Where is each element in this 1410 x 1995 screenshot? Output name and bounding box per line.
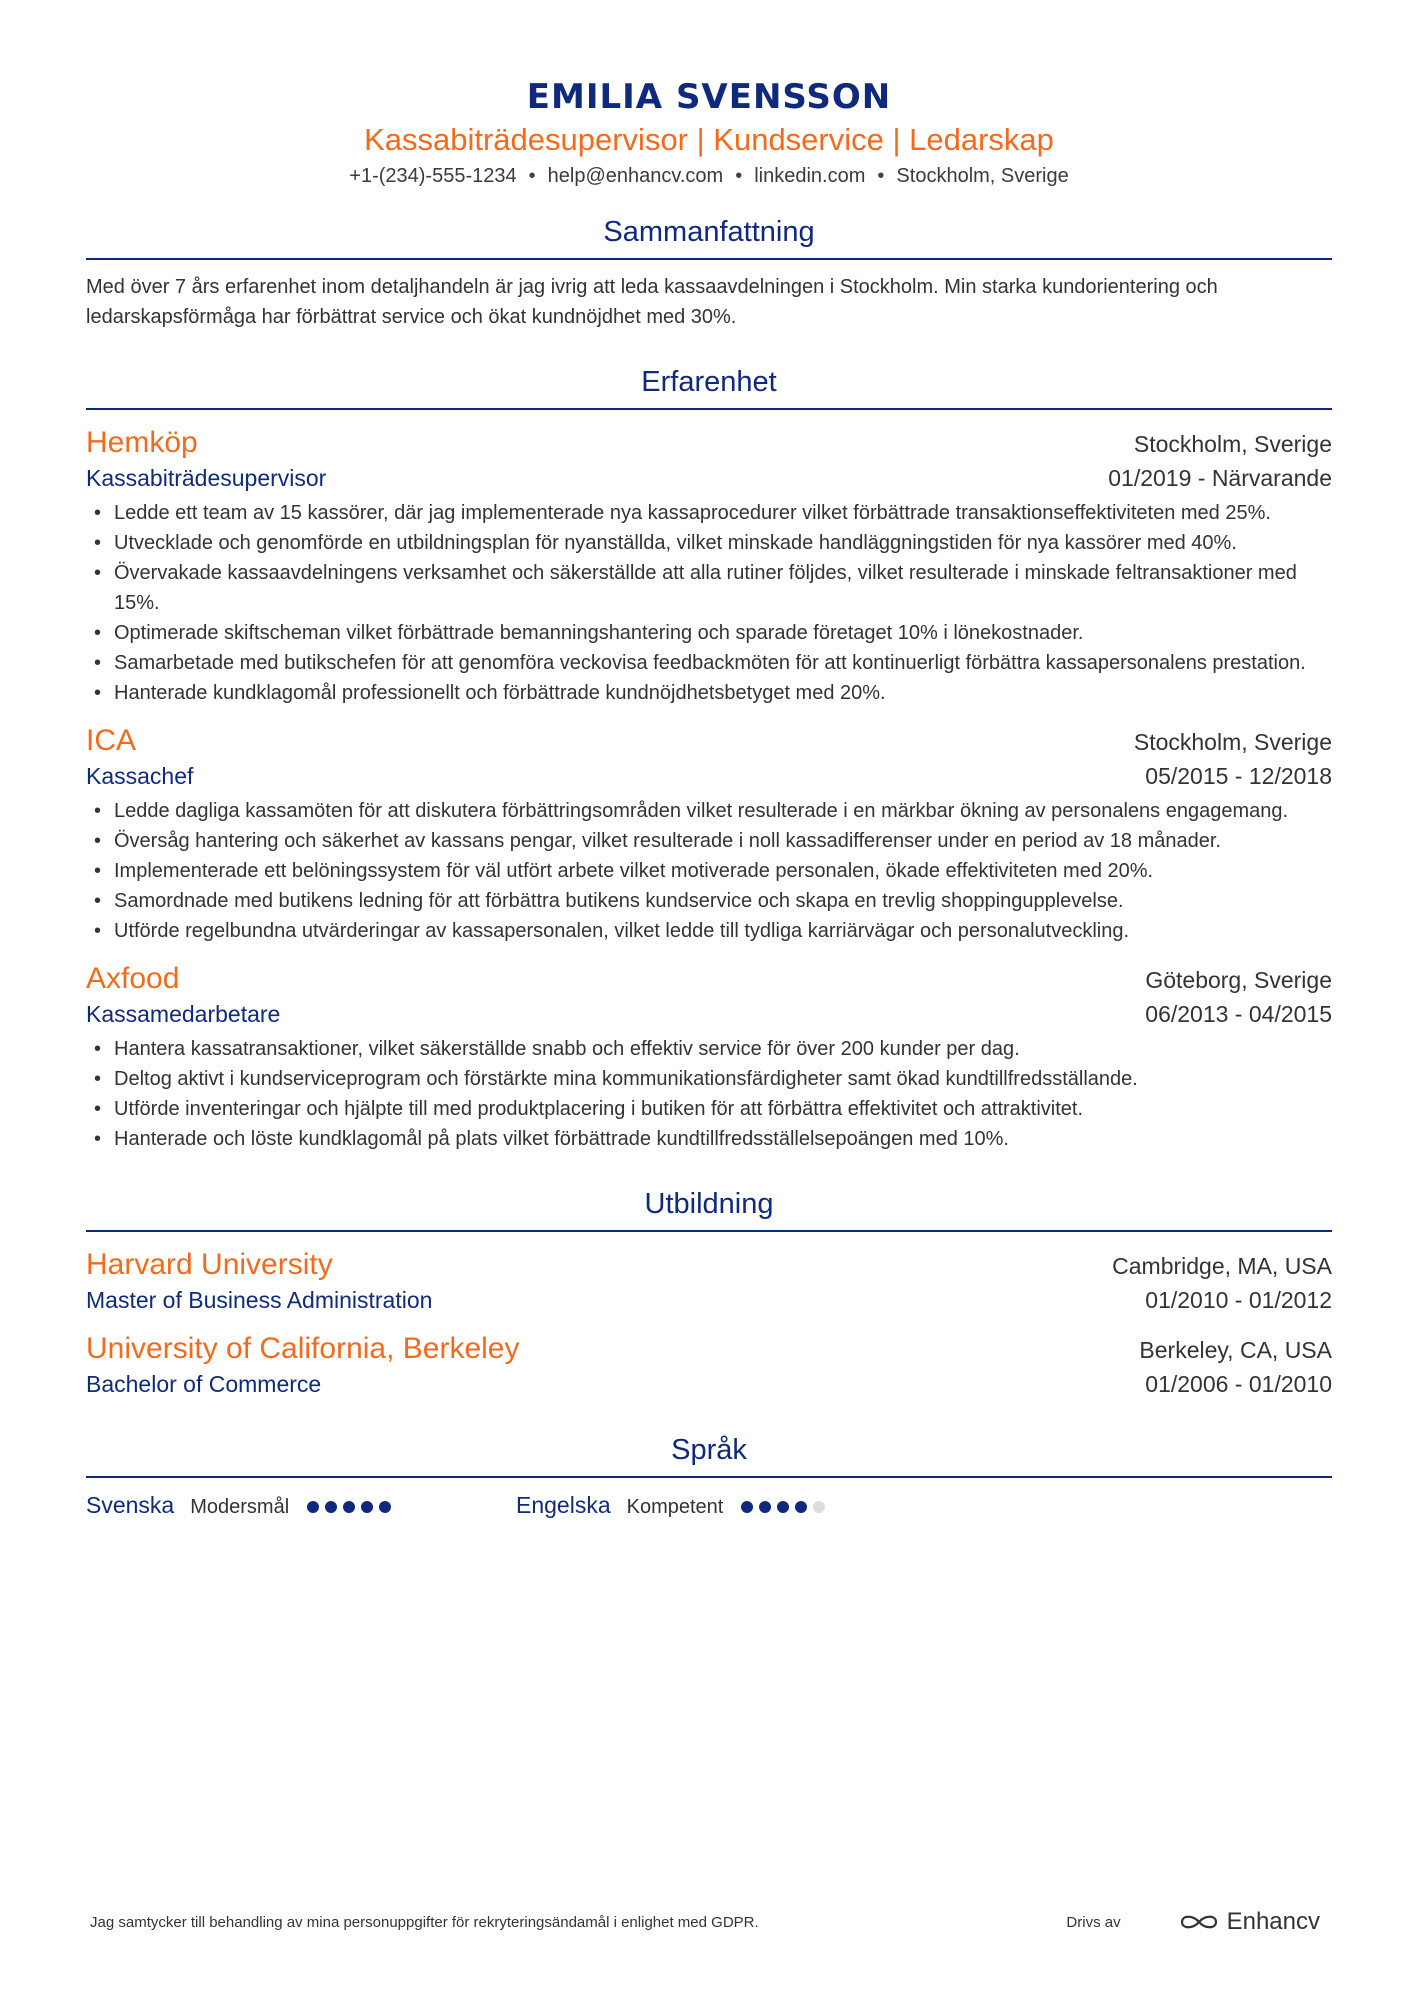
summary-text: Med över 7 års erfarenhet inom detaljhandeln är jag ivrig att leda kassaavdelningen i Stockholm. Min starka kundorientering och ledarskapsförmåga har förbättrat service och ökat kundnöjdhet med 30%. — [86, 276, 1218, 328]
resume-page — [86, 0, 1332, 1519]
job-title: Kassabiträdesupervisor — [86, 465, 327, 491]
bullet-item: • Hanterade kundklagomål professionellt och förbättrade kundnöjdhetsbetyget med 20%. — [86, 678, 1332, 708]
language-list — [86, 1492, 1332, 1519]
section-title-experience: Erfarenhet — [86, 362, 1332, 410]
bullet-item: • Deltog aktivt i kundserviceprogram och förstärkte mina kommunikationsfärdigheter samt ökad kundtillfredsställande. — [86, 1064, 1332, 1094]
separator-dot: • — [877, 165, 885, 187]
job-title: Kassachef — [86, 763, 194, 789]
experience-entry — [86, 960, 1332, 1154]
language-item — [86, 1492, 516, 1519]
separator-dot: • — [528, 165, 536, 187]
contact-linkedin: linkedin.com — [754, 165, 866, 187]
language-name: Svenska — [86, 1492, 175, 1518]
job-dates: 06/2013 - 04/2015 — [1145, 1001, 1332, 1027]
section-title-summary: Sammanfattning — [86, 212, 1332, 260]
job-location: Göteborg, Sverige — [1145, 967, 1332, 993]
rating-dot-filled — [741, 1501, 753, 1513]
school-location: Berkeley, CA, USA — [1139, 1337, 1332, 1363]
rating-dot-filled — [795, 1501, 807, 1513]
education-entry — [86, 1246, 1332, 1316]
degree: Master of Business Administration — [86, 1287, 433, 1313]
language-name: Engelska — [516, 1492, 611, 1518]
job-bullets — [86, 1034, 1332, 1154]
language-rating — [307, 1501, 391, 1513]
contact-email: help@enhancv.com — [547, 165, 724, 187]
job-location: Stockholm, Sverige — [1133, 729, 1332, 755]
bullet-item: • Utvecklade och genomförde en utbildningsplan för nyanställda, vilket minskade handläggningstiden för nya kassörer med 40%. — [86, 528, 1332, 558]
separator-dot: • — [735, 165, 743, 187]
rating-dot-filled — [325, 1501, 337, 1513]
rating-dot-filled — [777, 1501, 789, 1513]
section-title-languages: Språk — [86, 1430, 1332, 1478]
contact-phone: +1-(234)-555-1234 — [349, 165, 517, 187]
bullet-item: • Hantera kassatransaktioner, vilket säkerställde snabb och effektiv service för över 200 kunder per dag. — [86, 1034, 1332, 1064]
job-location: Stockholm, Sverige — [1133, 431, 1332, 457]
enhancv-logo-icon — [1179, 1911, 1219, 1933]
brand-name: Enhancv — [1226, 1908, 1320, 1935]
job-title: Kassamedarbetare — [86, 1001, 281, 1027]
gdpr-consent-text: Jag samtycker till behandling av mina personuppgifter för rekryteringsändamål i enlighet med GDPR. — [90, 1913, 759, 1931]
contact-line — [86, 162, 1332, 190]
rating-dot-filled — [361, 1501, 373, 1513]
brand-logo[interactable] — [1179, 1908, 1320, 1936]
language-level: Kompetent — [626, 1496, 724, 1518]
bullet-item: • Hanterade och löste kundklagomål på plats vilket förbättrade kundtillfredsställelsepoängen med 10%. — [86, 1124, 1332, 1154]
rating-dot-empty — [813, 1501, 825, 1513]
bullet-item: • Utförde inventeringar och hjälpte till med produktplacering i butiken för att förbättra effektivitet och attraktivitet. — [86, 1094, 1332, 1124]
languages-section — [86, 1430, 1332, 1519]
company-name: ICA — [86, 724, 137, 757]
rating-dot-filled — [307, 1501, 319, 1513]
candidate-name: EMILIA SVENSSON — [526, 77, 892, 117]
education-section — [86, 1184, 1332, 1400]
company-name: Axfood — [86, 962, 180, 995]
resume-header — [86, 0, 1332, 190]
job-dates: 01/2019 - Närvarande — [1108, 465, 1332, 491]
bullet-item: • Implementerade ett belöningssystem för väl utfört arbete vilket motiverade personalen, ökade effektiviteten med 20%. — [86, 856, 1332, 886]
bullet-item: • Ledde dagliga kassamöten för att diskutera förbättringsområden vilket resulterade i en märkbar ökning av personalens engagemang. — [86, 796, 1332, 826]
section-title-education: Utbildning — [86, 1184, 1332, 1232]
experience-entry — [86, 722, 1332, 946]
job-bullets — [86, 498, 1332, 708]
summary-section — [86, 212, 1332, 332]
school-name: University of California, Berkeley — [86, 1332, 520, 1365]
job-dates: 05/2015 - 12/2018 — [1145, 763, 1332, 789]
school-name: Harvard University — [86, 1248, 333, 1281]
school-location: Cambridge, MA, USA — [1112, 1253, 1332, 1279]
page-footer — [90, 1908, 1320, 1936]
rating-dot-filled — [343, 1501, 355, 1513]
bullet-item: • Övervakade kassaavdelningens verksamhet och säkerställde att alla rutiner följdes, vilket resulterade i minskade feltransaktioner med 15%. — [86, 558, 1332, 618]
experience-entry — [86, 424, 1332, 708]
language-rating — [741, 1501, 825, 1513]
experience-section — [86, 362, 1332, 1154]
education-entry — [86, 1330, 1332, 1400]
bullet-item: • Samordnade med butikens ledning för att förbättra butikens kundservice och skapa en trevlig shoppingupplevelse. — [86, 886, 1332, 916]
language-item — [516, 1492, 946, 1519]
contact-location: Stockholm, Sverige — [896, 165, 1069, 187]
candidate-headline: Kassabiträdesupervisor | Kundservice | Ledarskap — [364, 122, 1054, 157]
bullet-item: • Samarbetade med butikschefen för att genomföra veckovisa feedbackmöten för att kontinuerligt förbättra kassapersonalens prestation. — [86, 648, 1332, 678]
job-bullets — [86, 796, 1332, 946]
education-dates: 01/2006 - 01/2010 — [1145, 1371, 1332, 1397]
degree: Bachelor of Commerce — [86, 1371, 322, 1397]
rating-dot-filled — [759, 1501, 771, 1513]
bullet-item: • Optimerade skiftscheman vilket förbättrade bemanningshantering och sparade företaget 10% i lönekostnader. — [86, 618, 1332, 648]
company-name: Hemköp — [86, 426, 198, 459]
bullet-item: • Utförde regelbundna utvärderingar av kassapersonalen, vilket ledde till tydliga karriärvägar och personalutveckling. — [86, 916, 1332, 946]
powered-by-label: Drivs av — [1066, 1913, 1121, 1931]
bullet-item: • Översåg hantering och säkerhet av kassans pengar, vilket resulterade i noll kassadifferenser under en period av 18 månader. — [86, 826, 1332, 856]
language-level: Modersmål — [190, 1496, 290, 1518]
bullet-item: • Ledde ett team av 15 kassörer, där jag implementerade nya kassaprocedurer vilket förbättrade transaktionseffektiviteten med 25%. — [86, 498, 1332, 528]
rating-dot-filled — [379, 1501, 391, 1513]
education-dates: 01/2010 - 01/2012 — [1145, 1287, 1332, 1313]
